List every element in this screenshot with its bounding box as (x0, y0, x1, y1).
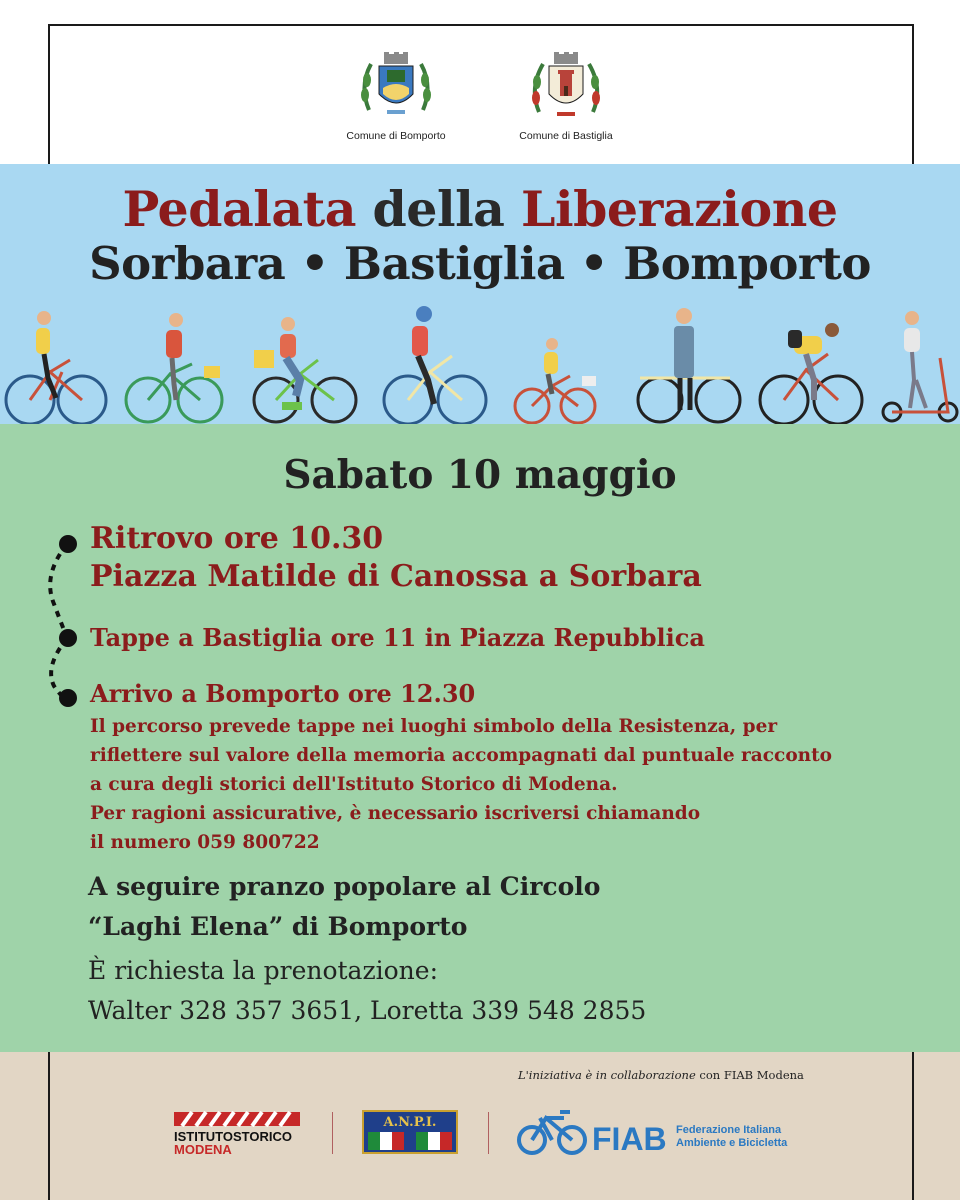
route-description (90, 712, 832, 857)
header (0, 0, 960, 164)
frame-top (48, 24, 914, 26)
description-line: Il percorso prevede tappe nei luoghi simbolo della Resistenza, per (90, 716, 778, 737)
description-line: a cura degli storici dell'Istituto Storico di Modena. (90, 774, 618, 795)
fiab-wordmark: FIAB (592, 1121, 667, 1156)
fiab-subtitle-2: Ambiente e Bicicletta (676, 1137, 788, 1149)
title-word-liberazione: Liberazione (521, 180, 838, 238)
coat-of-arms-bastiglia-icon (527, 50, 605, 124)
isr-line-2: MODENA (174, 1142, 232, 1156)
title-word-della: della (355, 180, 521, 238)
fiab-logo-icon (516, 1102, 806, 1156)
anpi-label: A.N.P.I. (383, 1115, 437, 1130)
collab-prefix: L'iniziativa è in collaborazione (518, 1068, 696, 1082)
booking-note: È richiesta la prenotazione: (88, 956, 438, 985)
crest-label-bomporto: Comune di Bomporto (346, 130, 446, 142)
frame-right-bottom (912, 1052, 914, 1200)
crest-bastiglia (496, 50, 636, 142)
event-date: Sabato 10 maggio (283, 452, 677, 498)
title-word-pedalata: Pedalata (122, 180, 356, 238)
arrival-info: Arrivo a Bomporto ore 12.30 (90, 679, 476, 708)
isr-line-1: ISTITUTOSTORICO (174, 1129, 292, 1144)
footer-separator (488, 1112, 489, 1154)
footer (0, 1052, 960, 1200)
title-towns: Sorbara • Bastiglia • Bomporto (89, 237, 871, 290)
footer-separator (332, 1112, 333, 1154)
frame-left (48, 24, 50, 164)
lunch-line-1: A seguire pranzo popolare al Circolo (88, 872, 601, 901)
anpi-logo-icon (362, 1110, 458, 1154)
istituto-storico-logo-icon (172, 1110, 302, 1156)
fiab-subtitle-1: Federazione Italiana (676, 1124, 782, 1136)
collab-suffix: con FIAB Modena (695, 1068, 804, 1082)
meeting-info (90, 520, 702, 596)
cyclists-illustration-icon (0, 300, 960, 430)
description-line: riflettere sul valore della memoria accompagnati dal puntuale racconto (90, 745, 832, 766)
meeting-place: Piazza Matilde di Canossa a Sorbara (90, 559, 702, 594)
description-line: il numero 059 800722 (90, 832, 320, 853)
crest-label-bastiglia: Comune di Bastiglia (519, 130, 613, 142)
stage-info: Tappe a Bastiglia ore 11 in Piazza Repubblica (90, 623, 705, 652)
lunch-line-2: “Laghi Elena” di Bomporto (88, 912, 468, 941)
frame-left-bottom (48, 1052, 50, 1200)
booking-phones: Walter 328 357 3651, Loretta 339 548 2855 (88, 996, 647, 1025)
meeting-time: Ritrovo ore 10.30 (90, 521, 384, 556)
main-title (0, 180, 960, 238)
coat-of-arms-bomporto-icon (357, 50, 435, 124)
collaboration-note (518, 1068, 804, 1082)
frame-right (912, 24, 914, 164)
crest-bomporto (326, 50, 466, 142)
description-line: Per ragioni assicurative, è necessario iscriversi chiamando (90, 803, 701, 824)
